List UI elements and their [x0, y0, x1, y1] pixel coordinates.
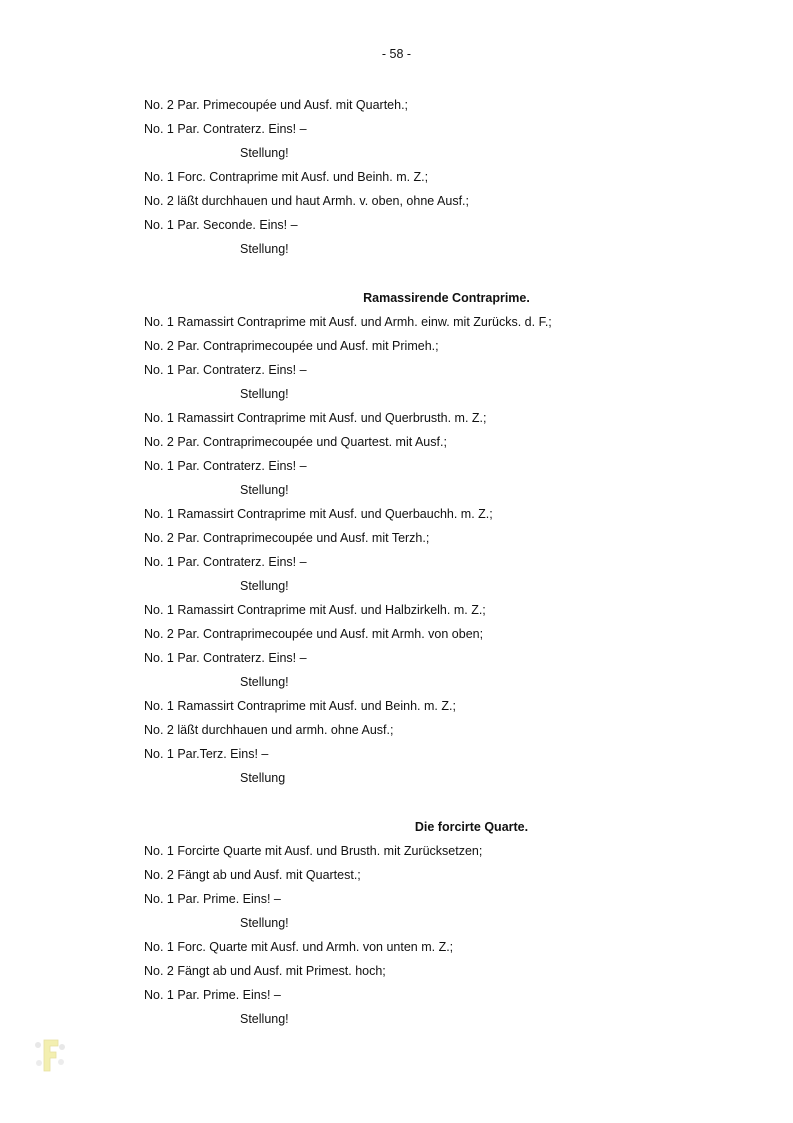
text-line: Stellung! — [240, 916, 289, 930]
text-line: No. 1 Par. Prime. Eins! – — [144, 892, 281, 906]
text-line: No. 1 Par. Prime. Eins! – — [144, 988, 281, 1002]
text-line: No. 1 Ramassirt Contraprime mit Ausf. und Halbzirkelh. m. Z.; — [144, 603, 486, 617]
text-line: No. 1 Par. Contraterz. Eins! – — [144, 459, 307, 473]
text-line: No. 1 Forc. Contraprime mit Ausf. und Beinh. m. Z.; — [144, 170, 429, 184]
text-line: No. 1 Ramassirt Contraprime mit Ausf. und Beinh. m. Z.; — [144, 699, 456, 713]
section-heading: Die forcirte Quarte. — [414, 820, 529, 834]
text-line: No. 1 Par. Contraterz. Eins! – — [144, 651, 307, 665]
text-line: No. 1 Forc. Quarte mit Ausf. und Armh. von unten m. Z.; — [144, 940, 454, 954]
text-line: Stellung — [240, 771, 286, 785]
text-line: No. 1 Ramassirt Contraprime mit Ausf. und Querbauchh. m. Z.; — [144, 507, 493, 521]
fencing-f-logo-icon — [30, 1035, 70, 1075]
text-line: No. 1 Ramassirt Contraprime mit Ausf. und Querbrusth. m. Z.; — [144, 411, 487, 425]
text-line: No. 2 Par. Contraprimecoupée und Ausf. mit Primeh.; — [144, 339, 439, 353]
text-line: No. 1 Par. Contraterz. Eins! – — [144, 363, 307, 377]
text-line: No. 1 Par. Contraterz. Eins! – — [144, 122, 307, 136]
text-line: Stellung! — [240, 146, 289, 160]
text-line: No. 2 Par. Primecoupée und Ausf. mit Quarteh.; — [144, 98, 409, 112]
text-line: No. 1 Par. Seconde. Eins! – — [144, 218, 298, 232]
text-line: Stellung! — [240, 579, 289, 593]
text-line: No. 2 Fängt ab und Ausf. mit Quartest.; — [144, 868, 361, 882]
text-line: Stellung! — [240, 387, 289, 401]
text-line: No. 2 Fängt ab und Ausf. mit Primest. hoch; — [144, 964, 386, 978]
section-heading: Ramassirende Contraprime. — [363, 291, 530, 305]
text-line: No. 1 Ramassirt Contraprime mit Ausf. und Armh. einw. mit Zurücks. d. F.; — [144, 315, 552, 329]
text-line: Stellung! — [240, 1012, 289, 1026]
text-line: No. 2 Par. Contraprimecoupée und Ausf. mit Armh. von oben; — [144, 627, 484, 641]
text-line: No. 2 Par. Contraprimecoupée und Quartest. mit Ausf.; — [144, 435, 447, 449]
text-line: No. 2 läßt durchhauen und armh. ohne Ausf.; — [144, 723, 394, 737]
text-line: No. 2 Par. Contraprimecoupée und Ausf. mit Terzh.; — [144, 531, 430, 545]
text-line: Stellung! — [240, 242, 289, 256]
page-number: - 58 - — [381, 47, 412, 61]
text-line: Stellung! — [240, 483, 289, 497]
text-line: Stellung! — [240, 675, 289, 689]
text-line: No. 1 Par.Terz. Eins! – — [144, 747, 269, 761]
text-line: No. 1 Par. Contraterz. Eins! – — [144, 555, 307, 569]
text-line: No. 1 Forcirte Quarte mit Ausf. und Brusth. mit Zurücksetzen; — [144, 844, 483, 858]
text-line: No. 2 läßt durchhauen und haut Armh. v. oben, ohne Ausf.; — [144, 194, 469, 208]
